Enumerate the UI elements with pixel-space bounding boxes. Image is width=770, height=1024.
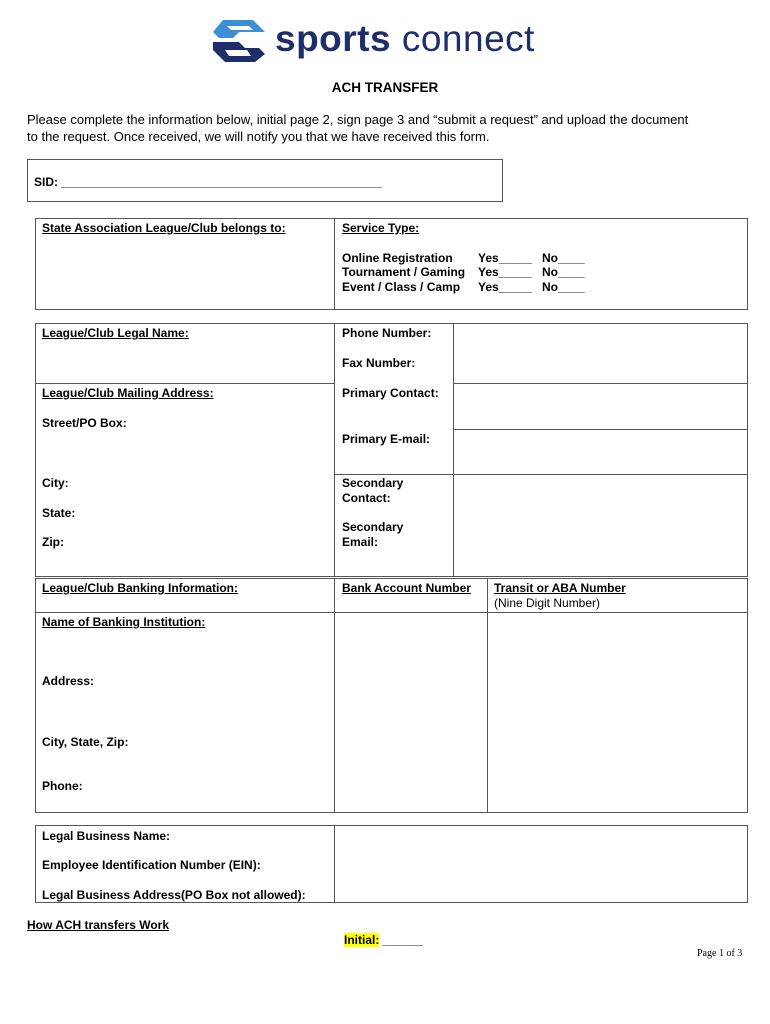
service-no[interactable]: No____ <box>542 251 585 265</box>
street-label: Street/PO Box: <box>42 416 127 430</box>
service-no[interactable]: No____ <box>542 265 585 279</box>
brand-bold: sports <box>275 18 392 59</box>
legal-business-name-label: Legal Business Name: <box>42 829 171 843</box>
contact-divider-1 <box>453 383 748 384</box>
league-divider <box>35 383 335 384</box>
service-yes[interactable]: Yes_____ <box>478 265 533 279</box>
contact-divider-4 <box>334 474 454 475</box>
secondary-email-label <box>342 520 403 550</box>
banking-city-state-zip-label: City, State, Zip: <box>42 735 129 749</box>
legal-name-label: League/Club Legal Name: <box>42 326 189 340</box>
initial-blank: ______ <box>379 933 423 947</box>
transit-note: (Nine Digit Number) <box>494 596 601 610</box>
state-assoc-label: State Association League/Club belongs to: <box>42 221 286 235</box>
sid-blank: ________________________________________________ <box>61 175 382 189</box>
transit-label: Transit or ABA Number <box>494 581 626 595</box>
sid-field[interactable] <box>34 175 382 189</box>
how-ach-link[interactable]: How ACH transfers Work <box>27 918 170 932</box>
brand-name <box>275 18 535 60</box>
transit-cell[interactable] <box>487 578 748 813</box>
mailing-address-label: League/Club Mailing Address: <box>42 386 214 400</box>
fax-label: Fax Number: <box>342 356 416 370</box>
banking-phone-label: Phone: <box>42 779 83 793</box>
logo <box>209 16 569 66</box>
service-name: Online Registration <box>342 251 453 265</box>
banking-info-label: League/Club Banking Information: <box>42 581 239 595</box>
service-type-label: Service Type: <box>342 221 420 235</box>
phone-label: Phone Number: <box>342 326 432 340</box>
banking-institution-label: Name of Banking Institution: <box>42 615 206 629</box>
service-name: Tournament / Gaming <box>342 265 466 279</box>
service-yes[interactable]: Yes_____ <box>478 251 533 265</box>
legal-business-address-label: Legal Business Address(PO Box not allowed): <box>42 888 306 902</box>
zip-label: Zip: <box>42 535 64 549</box>
service-no[interactable]: No____ <box>542 280 585 294</box>
ein-label: Employee Identification Number (EIN): <box>42 858 261 872</box>
sports-connect-logo-icon <box>209 16 269 64</box>
banking-header-divider <box>35 612 748 613</box>
secondary-contact-line-1: Secondary <box>342 476 404 490</box>
league-info-cell <box>35 323 335 577</box>
legal-business-value-cell[interactable] <box>334 825 748 903</box>
page-number: Page 1 of 3 <box>697 948 743 959</box>
sid-label: SID: <box>34 175 62 189</box>
contact-value-cell[interactable] <box>453 323 748 577</box>
banking-info-cell <box>35 578 335 813</box>
banking-address-label: Address: <box>42 674 95 688</box>
brand-light: connect <box>401 18 535 59</box>
initial-field[interactable] <box>344 933 423 947</box>
service-row-online[interactable] <box>342 251 585 265</box>
primary-email-label: Primary E-mail: <box>342 432 431 446</box>
secondary-contact-line-2: Contact: <box>342 491 391 505</box>
intro-line-2: to the request. Once received, we will notify you that we have received this form. <box>27 129 490 144</box>
contact-divider-3 <box>453 474 748 475</box>
service-row-tournament[interactable] <box>342 265 585 279</box>
secondary-email-line-2: Email: <box>342 535 379 549</box>
intro-line-1: Please complete the information below, initial page 2, sign page 3 and “submit a request” and upload the document <box>27 112 689 127</box>
initial-label: Initial: <box>344 933 380 947</box>
state-label: State: <box>42 506 76 520</box>
bank-account-label: Bank Account Number <box>342 581 471 595</box>
service-name: Event / Class / Camp <box>342 280 461 294</box>
bank-account-cell[interactable] <box>334 578 488 813</box>
secondary-email-line-1: Secondary <box>342 520 404 534</box>
primary-contact-label: Primary Contact: <box>342 386 439 400</box>
service-row-event[interactable] <box>342 280 585 294</box>
secondary-contact-label <box>342 476 403 506</box>
contact-divider-2 <box>453 429 748 430</box>
service-yes[interactable]: Yes_____ <box>478 280 533 294</box>
city-label: City: <box>42 476 69 490</box>
page-title: ACH TRANSFER <box>331 80 439 95</box>
